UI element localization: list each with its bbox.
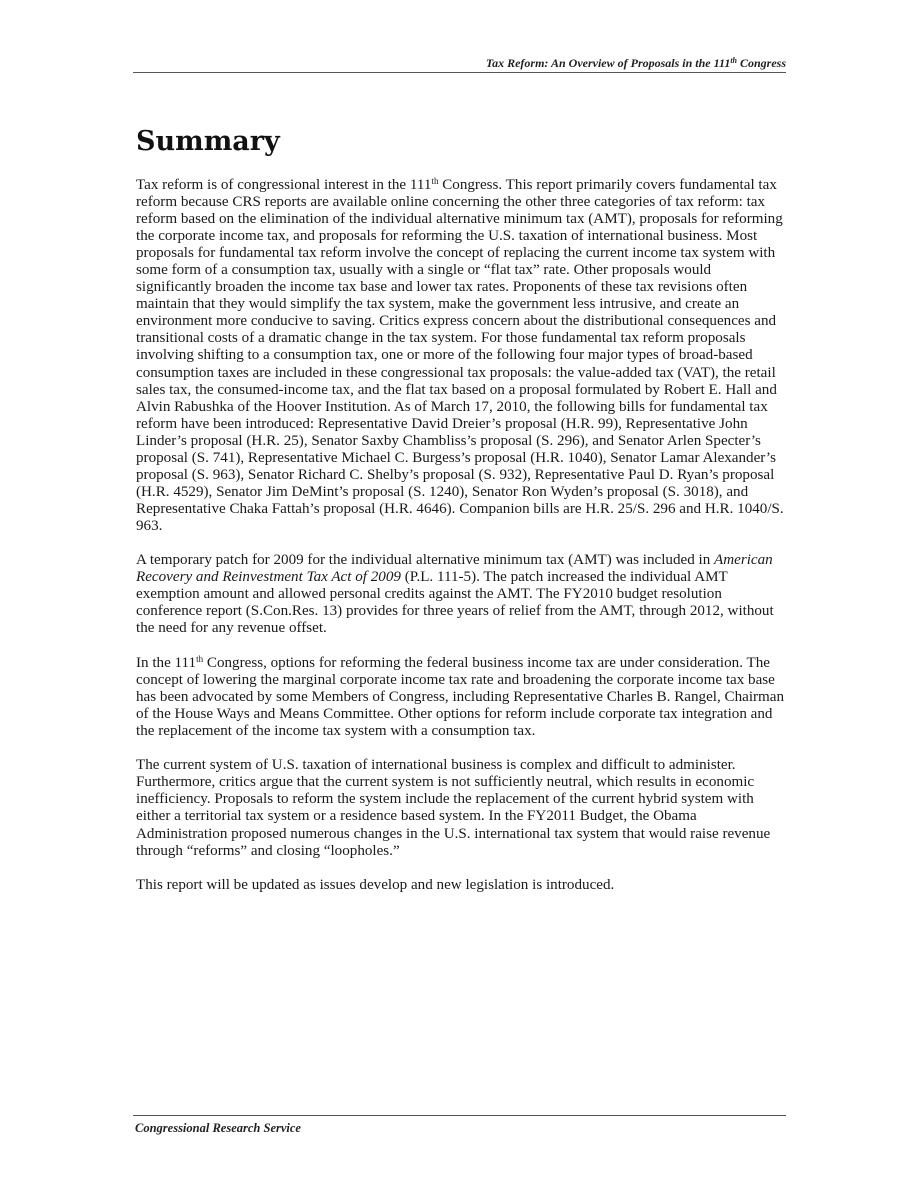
paragraph-1-superscript: th bbox=[431, 176, 439, 186]
paragraph-1-text-start: Tax reform is of congressional interest in the 111 bbox=[136, 177, 432, 193]
summary-paragraph-4: The current system of U.S. taxation of international business is complex and difficult to administer. Furthermore, critics argue that the current system is not sufficiently neutral, which results in economic inefficiency. Proposals to reform the system include the replacement of the current hybrid system with either a territorial tax system or a residence based system. In the FY2011 Budget, the Obama Administration proposed numerous changes in the U.S. international tax system that would raise revenue through “reforms” and closing “loopholes.” bbox=[136, 757, 771, 859]
paragraph-2-text-start: A temporary patch for 2009 for the individual alternative minimum tax (AMT) was included in bbox=[136, 552, 715, 569]
summary-paragraph-3 bbox=[136, 655, 786, 740]
running-header-title-end: Congress bbox=[736, 56, 786, 70]
act-title-italic: American Recovery and Reinvestment Tax Act of 2009 bbox=[136, 552, 773, 586]
paragraph-1-text-rest: Congress. This report primarily covers fundamental tax reform because CRS reports are available online concerning the other three categories of tax reform: tax reform based on the elimination of the individual alternative minimum tax (AMT), proposals for reforming the corporate income tax, and proposals for reforming the U.S. taxation of international business. Most proposals for fundamental tax reform involve the concept of replacing the current income tax system with some form of a consumption tax, usually with a single or “flat tax” rate. Other proposals would significantly broaden the income tax base and lower tax rates. Proponents of these tax revisions often maintain that they would simplify the tax system, make the government less intrusive, and create an environment more conducive to saving. Critics express concern about the distributional consequences and transitional costs of a dramatic change in the tax system. For those fundamental tax reform proposals involving shifting to a consumption tax, one or more of the following four major types of broad-based consumption taxes are included in these congressional tax proposals: the value-added tax (VAT), the retail sales tax, the consumed-income tax, and the flat tax based on a proposal formulated by Robert E. Hall and Alvin Rabushka of the Hoover Institution. As of March 17, 2010, the following bills for fundamental tax reform have been introduced: Representative David Dreier’s proposal (H.R. 99), Representative John Linder’s proposal (H.R. 25), Senator Saxby Chambliss’s proposal (S. 296), and Senator Arlen Specter’s proposal (S. 741), Representative Michael C. Burgess’s proposal (H.R. 1040), Senator Lamar Alexander’s proposal (S. 963), Senator Richard C. Shelby’s proposal (S. 932), Representative Paul D. Ryan’s proposal (H.R. 4529), Senator Jim DeMint’s proposal (S. 1240), Senator Ron Wyden’s proposal (S. 3018), and Representative Chaka Fattah’s proposal (H.R. 4646). Companion bills are H.R. 25/S. 296 and H.R. 1040/S. 963. bbox=[136, 177, 784, 534]
paragraph-2-text-rest: (P.L. 111-5). The patch increased the individual AMT exemption amount and allowed personal credits against the AMT. The FY2010 budget resolution conference report (S.Con.Res. 13) provides for three years of relief from the AMT, through 2012, without the need for any revenue offset. bbox=[136, 569, 774, 637]
summary-paragraph-5: This report will be updated as issues develop and new legislation is introduced. bbox=[136, 876, 615, 893]
running-footer: Congressional Research Service bbox=[135, 1121, 301, 1135]
running-header-superscript: th bbox=[730, 56, 737, 65]
running-header bbox=[133, 56, 786, 70]
page-title: Summary bbox=[136, 126, 280, 157]
paragraph-3-text-rest: Congress, options for reforming the federal business income tax are under consideration. The concept of lowering the marginal corporate income tax rate and broadening the corporate income tax base has been advocated by some Members of Congress, including Representative Charles B. Rangel, Chairman of the House Ways and Means Committee. Other options for reform include corporate tax integration and the replacement of the income tax system with a consumption tax. bbox=[136, 654, 785, 739]
summary-paragraph-2 bbox=[136, 552, 786, 637]
summary-paragraph-1 bbox=[136, 177, 786, 535]
paragraph-3-superscript: th bbox=[196, 653, 204, 664]
footer-rule bbox=[133, 1115, 786, 1116]
running-header-title: Tax Reform: An Overview of Proposals in the 111 bbox=[485, 56, 731, 70]
header-rule bbox=[133, 72, 786, 73]
paragraph-3-text-start: In the 111 bbox=[136, 654, 197, 671]
summary-body bbox=[136, 177, 786, 911]
